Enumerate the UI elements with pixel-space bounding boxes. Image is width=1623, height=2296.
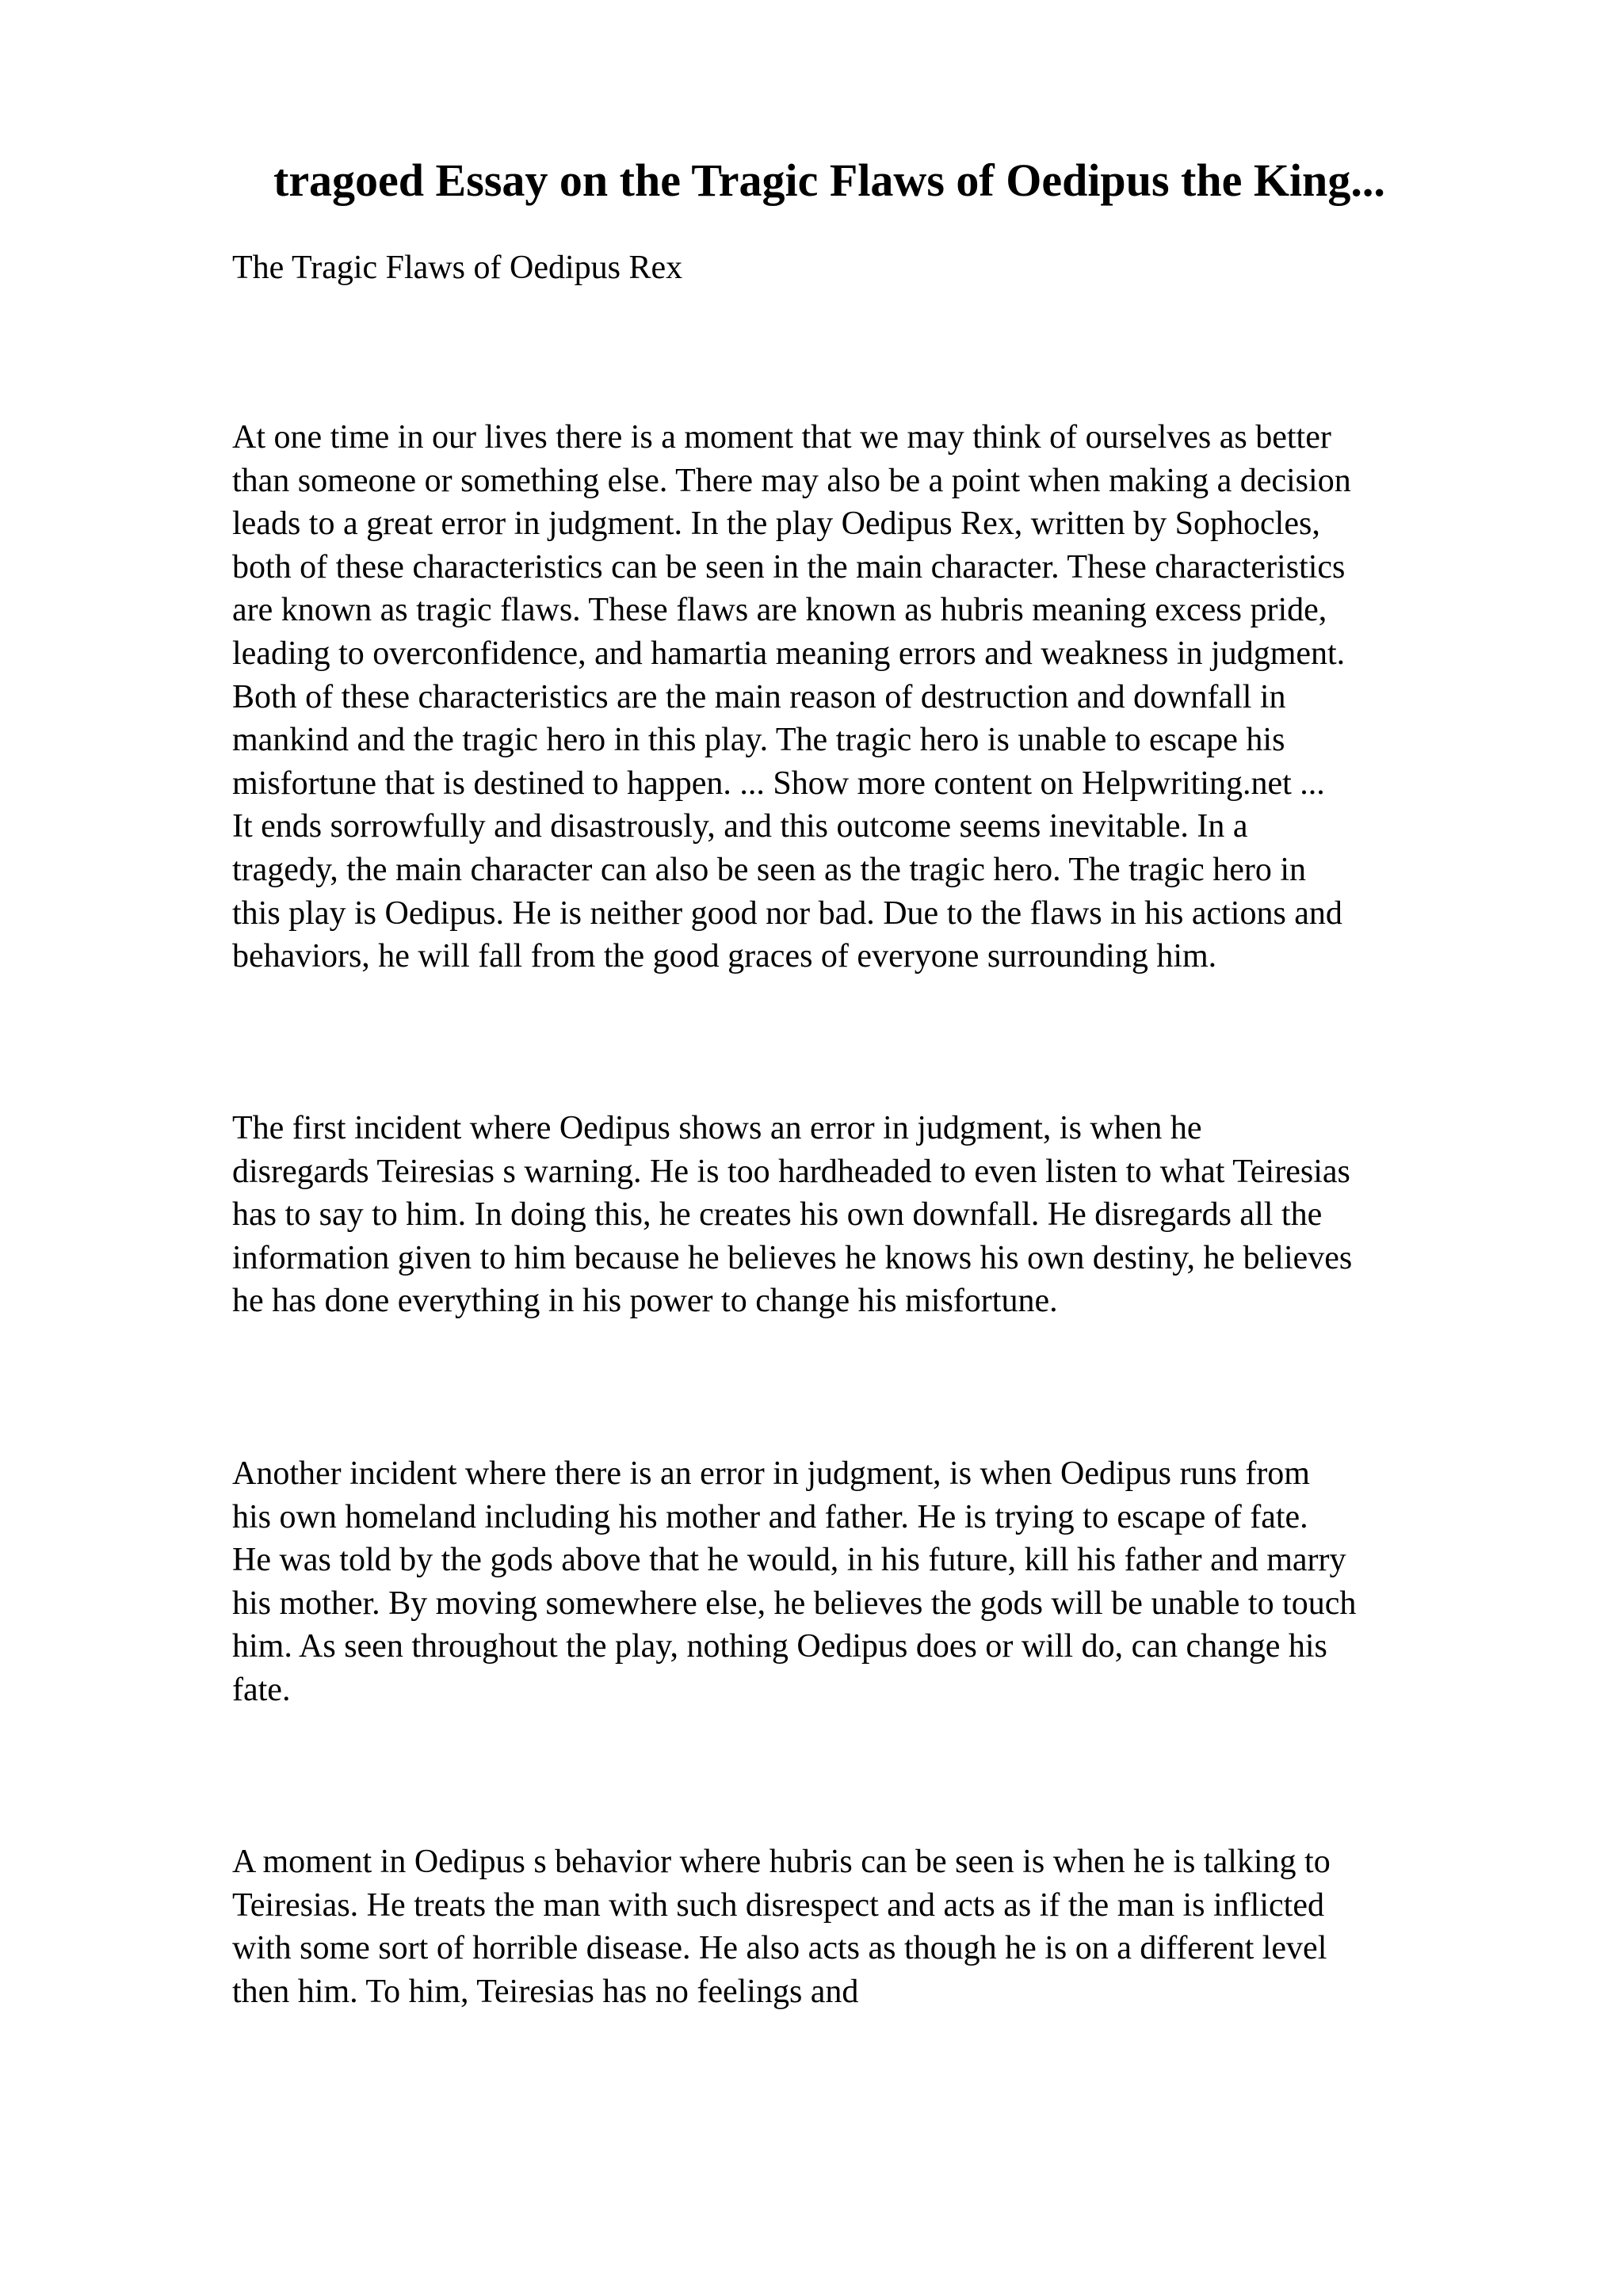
text-line: his mother. By moving somewhere else, he believes the gods will be unable to touch: [232, 1585, 1357, 1622]
text-line: has to say to him. In doing this, he creates his own downfall. He disregards all the: [232, 1196, 1323, 1234]
text-line: misfortune that is destined to happen. ... Show more content on Helpwriting.net ...: [232, 765, 1325, 802]
text-line: tragedy, the main character can also be seen as the tragic hero. The tragic hero in: [232, 851, 1307, 888]
text-line: mankind and the tragic hero in this play. The tragic hero is unable to escape his: [232, 722, 1285, 759]
text-line: At one time in our lives there is a moment that we may think of ourselves as better: [232, 419, 1331, 456]
text-line: leads to a great error in judgment. In the play Oedipus Rex, written by Sophocles,: [232, 505, 1320, 543]
text-line: than someone or something else. There may also be a point when making a decision: [232, 462, 1351, 499]
text-line: his own homeland including his mother and father. He is trying to escape of fate.: [232, 1498, 1308, 1535]
paragraph-3: [232, 1452, 1356, 1712]
text-line: this play is Oedipus. He is neither good nor bad. Due to the flaws in his actions and: [232, 894, 1342, 932]
text-line: disregards Teiresias s warning. He is too hardheaded to even listen to what Teiresias: [232, 1153, 1350, 1190]
text-line: information given to him because he believes he knows his own destiny, he believes: [232, 1239, 1353, 1276]
text-line: with some sort of horrible disease. He also acts as though he is on a different level: [232, 1930, 1327, 1967]
text-line: fate.: [232, 1671, 291, 1708]
text-line: behaviors, he will fall from the good graces of everyone surrounding him.: [232, 938, 1217, 975]
text-line: Teiresias. He treats the man with such disrespect and acts as if the man is inflicted: [232, 1886, 1324, 1924]
text-line: he has done everything in his power to change his misfortune.: [232, 1283, 1058, 1320]
text-line: both of these characteristics can be seen in the main character. These characteristics: [232, 548, 1346, 585]
paragraph-4: [232, 1840, 1331, 2013]
text-line: The first incident where Oedipus shows an error in judgment, is when he: [232, 1110, 1202, 1146]
text-line: are known as tragic flaws. These flaws are known as hubris meaning excess pride,: [232, 592, 1327, 629]
paragraph-2: [232, 1107, 1352, 1323]
document-subtitle: The Tragic Flaws of Oedipus Rex: [232, 250, 683, 286]
text-line: Both of these characteristics are the main reason of destruction and downfall in: [232, 678, 1286, 715]
text-line: He was told by the gods above that he would, in his future, kill his father and marry: [232, 1542, 1346, 1579]
text-line: him. As seen throughout the play, nothing Oedipus does or will do, can change his: [232, 1628, 1327, 1665]
text-line: A moment in Oedipus s behavior where hubris can be seen is when he is talking to: [232, 1844, 1331, 1880]
paragraph-1: [232, 416, 1351, 978]
text-line: It ends sorrowfully and disastrously, and this outcome seems inevitable. In a: [232, 808, 1248, 845]
text-line: then him. To him, Teiresias has no feelings and: [232, 1973, 859, 2010]
text-line: leading to overconfidence, and hamartia meaning errors and weakness in judgment.: [232, 635, 1346, 672]
text-line: Another incident where there is an error in judgment, is when Oedipus runs from: [232, 1455, 1310, 1492]
document-title: tragoed Essay on the Tragic Flaws of Oedipus the King...: [273, 154, 1385, 206]
